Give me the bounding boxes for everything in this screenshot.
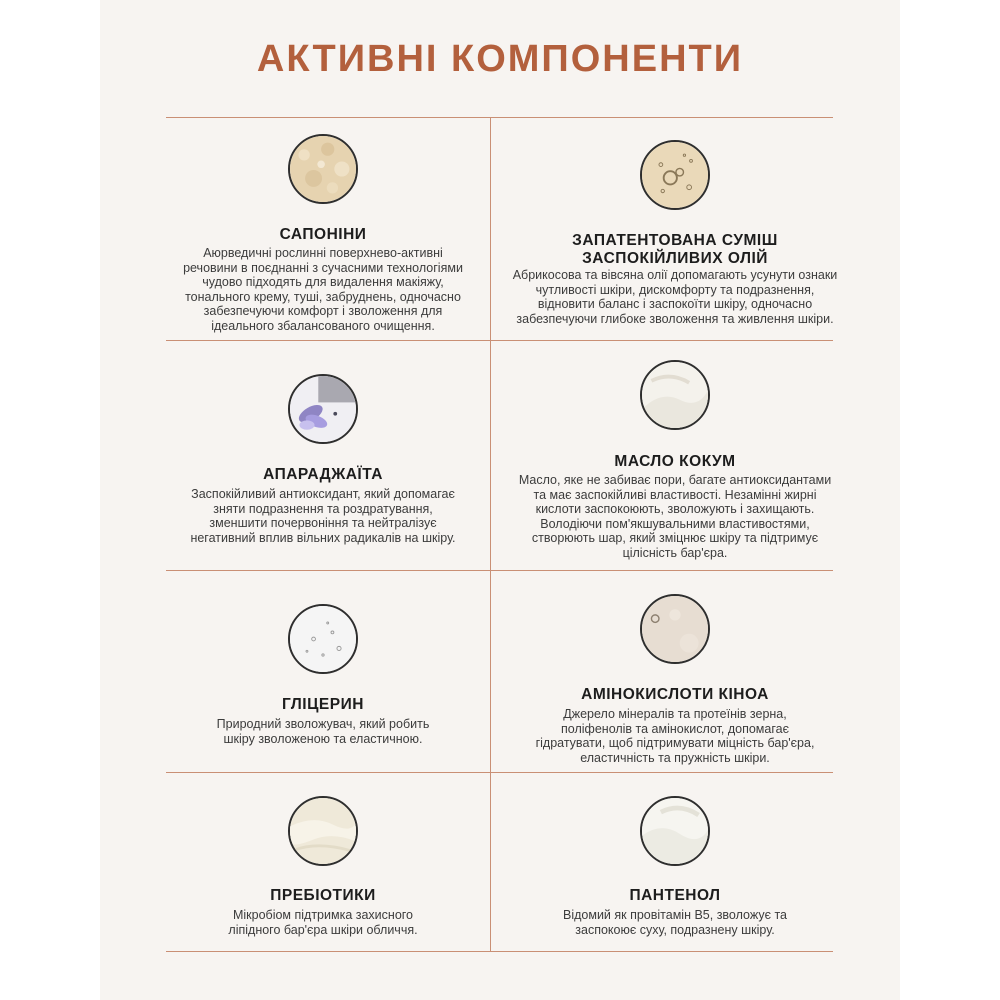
aparajita-flower-icon xyxy=(288,374,358,444)
page xyxy=(100,0,900,1000)
divider xyxy=(166,340,833,341)
divider xyxy=(166,117,833,118)
component-description: Абрикосова та вівсяна олії допомагають усунути ознаки чутливості шкіри, дискомфорту та подразнення, відновити баланс і заспокоїти шкіру, одночасно забезпечуючи глибоке зволоження та живлення шкіри. xyxy=(512,268,838,326)
kokum-butter-icon xyxy=(640,360,710,430)
component-name: САПОНІНИ xyxy=(279,226,367,243)
panthenol-cream-icon xyxy=(640,796,710,866)
page-title: АКТИВНІ КОМПОНЕНТИ xyxy=(256,38,744,80)
component-name: ЗАПАТЕНТОВАНА СУМІШ ЗАСПОКІЙЛИВИХ ОЛІЙ xyxy=(572,232,778,267)
component-name: ПРЕБІОТИКИ xyxy=(270,887,376,904)
component-description: Аюрведичні рослинні поверхнево-активні речовини в поєднанні з сучасними технологіями чудово підходять для видалення макіяжу, тонального крему, туші, забруднень, одночасно забезпечуючи комфорт і зволоження для ідеального збалансованого очищення. xyxy=(183,246,463,333)
divider xyxy=(166,772,833,773)
column-divider xyxy=(490,117,491,951)
component-description: Відомий як провітамін B5, зволожує та заспокоює суху, подразнену шкіру. xyxy=(562,908,787,937)
prebiotic-cream-icon xyxy=(288,796,358,866)
glycerin-drops-icon xyxy=(288,604,358,674)
component-name: ПАНТЕНОЛ xyxy=(629,887,721,904)
component-name: АПАРАДЖАЇТА xyxy=(263,466,383,483)
quinoa-amino-icon xyxy=(640,594,710,664)
component-name: ГЛІЦЕРИН xyxy=(282,696,364,713)
divider xyxy=(166,951,833,952)
component-description: Заспокійливий антиоксидант, який допомагає зняти подразнення та роздратування, зменшити почервоніння та нейтралізує негативний вплив вільних радикалів на шкіру. xyxy=(190,487,456,545)
oil-bubbles-icon xyxy=(640,140,710,210)
component-description: Масло, яке не забиває пори, багате антиоксидантами та має заспокійливі властивості. Незамінні жирні кислоти заспокоюють, зволожують і захищають. Володіючи пом'якшувальними властивостями, створюють шар, який зміцнює шкіру та підтримує цілісність бар'єра. xyxy=(518,473,832,560)
component-description: Природний зволожувач, який робить шкіру зволоженою та еластичною. xyxy=(216,717,430,746)
divider xyxy=(166,570,833,571)
component-description: Мікробіом підтримка захисного ліпідного бар'єра шкіри обличчя. xyxy=(228,908,418,937)
component-name: АМІНОКИСЛОТИ КІНОА xyxy=(581,686,769,703)
component-description: Джерело мінералів та протеїнів зерна, поліфенолів та амінокислот, допомагає гідратувати, щоб підтримувати міцність бар'єра, еластичність та пружність шкіри. xyxy=(535,707,815,765)
saponin-foam-icon xyxy=(288,134,358,204)
component-name: МАСЛО КОКУМ xyxy=(614,453,736,470)
